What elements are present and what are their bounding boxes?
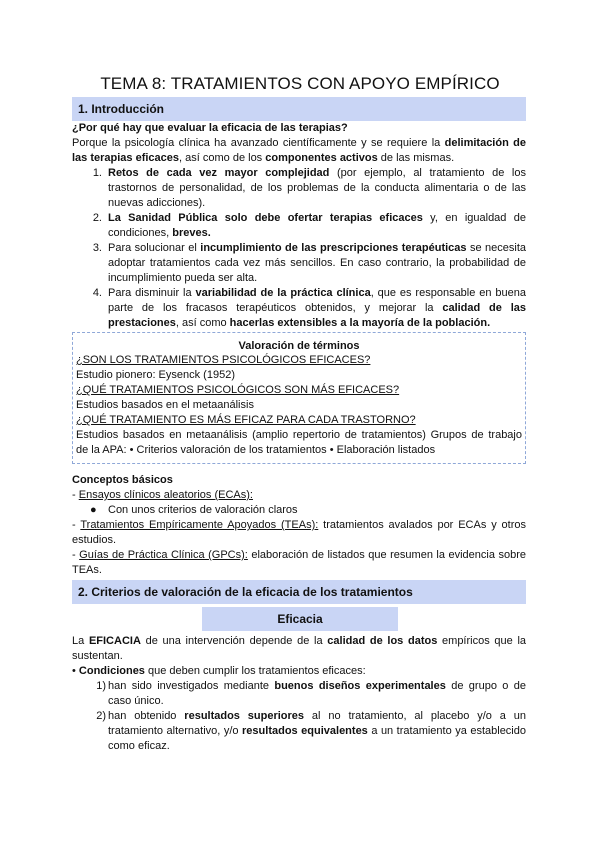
- list-item-3-line-3: incumplimiento pueda ser alta.: [108, 272, 258, 284]
- concepto-text: tratamientos avalados por ECAs y otros: [318, 519, 527, 531]
- list-number: 2.: [92, 212, 102, 224]
- para-bold: resultados equivalentes: [242, 725, 368, 737]
- list-bold: variabilidad de la práctica clínica: [195, 287, 371, 299]
- valoracion-question-1: [76, 353, 370, 368]
- valoracion-heading-text: Valoración de términos: [238, 340, 360, 352]
- list-bold: La Sanidad Pública solo debe ofertar terapias eficaces: [108, 212, 423, 224]
- list-item-4-line-3: [108, 316, 490, 331]
- para-text: de grupo o de: [445, 680, 526, 692]
- question-underlined: ¿SON LOS TRATAMIENTOS PSICOLÓGICOS EFICACES?: [76, 354, 371, 366]
- condition-1-line-1: [108, 679, 526, 694]
- section-heading-criterios: 2. Criterios de valoración de la eficacia de los tratamientos: [72, 580, 526, 604]
- page-title: TEMA 8: TRATAMIENTOS CON APOYO EMPÍRICO: [100, 74, 500, 93]
- list-bold: Retos de cada vez mayor complejidad: [108, 167, 330, 179]
- list-text: se necesita: [466, 242, 527, 254]
- subheading-eficacia: Eficacia: [202, 607, 398, 631]
- concepto-teas-line-2: estudios.: [72, 534, 117, 546]
- list-text: Para solucionar el: [108, 242, 201, 254]
- condition-2-line-3: como eficaz.: [108, 740, 170, 752]
- list-text: condiciones,: [108, 227, 173, 239]
- eficacia-paragraph-line-1: [72, 634, 526, 649]
- conceptos-heading-text: Conceptos básicos: [72, 474, 173, 486]
- list-item-1-line-3: nuevas adicciones).: [108, 197, 206, 209]
- eficacia-paragraph-line-2: sustentan.: [72, 650, 123, 662]
- valoracion-question-3: [76, 413, 416, 428]
- question-underlined: ¿QUÉ TRATAMIENTOS PSICOLÓGICOS SON MÁS EFICACES?: [76, 384, 400, 396]
- condition-number: 1): [96, 680, 106, 692]
- list-item-3-line-2: adoptar tratamientos cada vez más sencillos. En caso contrario, la probabilidad de: [108, 257, 526, 269]
- ecas-bullet-marker: ●: [90, 504, 97, 516]
- concepto-term: Tratamientos Empíricamente Apoyados (TEAs):: [80, 519, 319, 531]
- para-bold: EFICACIA: [88, 635, 141, 647]
- para-text: empíricos que la: [437, 635, 527, 647]
- list-text: y, en igualdad de: [422, 212, 526, 224]
- para-bold: Condiciones: [78, 665, 145, 677]
- intro-text: , así como de los: [179, 152, 266, 164]
- list-item-4-line-1: [108, 286, 526, 301]
- intro-bold: delimitación de: [444, 137, 526, 149]
- condition-number: 2): [96, 710, 106, 722]
- para-text: tratamiento alternativo, y/o: [108, 725, 243, 737]
- para-text: al no tratamiento, al placebo y/o a un: [304, 710, 526, 722]
- condition-2-line-2: [108, 724, 526, 739]
- condiciones-line: [72, 664, 366, 679]
- para-bold: calidad de los datos: [327, 635, 438, 647]
- list-number: 4.: [92, 287, 102, 299]
- condition-2-line-1: [108, 709, 526, 724]
- section-heading-introduccion: 1. Introducción: [72, 97, 526, 121]
- dash: -: [72, 519, 81, 531]
- para-bold: buenos diseños experimentales: [274, 680, 446, 692]
- valoracion-heading: [72, 339, 526, 354]
- valoracion-question-2: [76, 383, 399, 398]
- list-bold: breves.: [172, 227, 211, 239]
- list-bold: calidad de las: [442, 302, 526, 314]
- list-bold: incumplimiento de las prescripciones terapéuticas: [200, 242, 467, 254]
- para-text: de una intervención depende de la: [140, 635, 328, 647]
- question-underlined: ¿QUÉ TRATAMIENTO ES MÁS EFICAZ PARA CADA TRASTORNO?: [76, 414, 416, 426]
- question-text: ¿Por qué hay que evaluar la eficacia de las terapias?: [72, 122, 348, 134]
- list-number: 1.: [92, 167, 102, 179]
- dash: -: [72, 489, 79, 501]
- list-text: Para disminuir la: [108, 287, 196, 299]
- concepto-term: Guías de Práctica Clínica (GPCs):: [79, 549, 248, 561]
- intro-line-1: [72, 136, 526, 151]
- valoracion-answer-1: Estudio pionero: Eysenck (1952): [76, 369, 235, 381]
- list-item-2-line-1: [108, 211, 526, 226]
- dash: -: [72, 549, 80, 561]
- question-heading: [72, 121, 348, 136]
- intro-bold: las terapias eficaces: [72, 152, 180, 164]
- list-text: , que es responsable en buena: [370, 287, 526, 299]
- concepto-text: elaboración de listados que resumen la evidencia sobre: [247, 549, 526, 561]
- para-bold: resultados superiores: [184, 710, 305, 722]
- list-text: parte de los fracasos terapéuticos obtenidos, y mejorar la: [108, 302, 443, 314]
- intro-line-2: [72, 151, 454, 166]
- list-number: 3.: [92, 242, 102, 254]
- list-item-2-line-2: [108, 226, 211, 241]
- concepto-teas: [72, 518, 526, 533]
- para-text: han sido investigados mediante: [108, 680, 275, 692]
- intro-bold: componentes activos: [265, 152, 378, 164]
- intro-text: de las mismas.: [377, 152, 455, 164]
- list-item-1-line-2: trastornos de personalidad, de los problemas de la conducta alimentaria o de las: [108, 182, 526, 194]
- list-text: , así como: [175, 317, 230, 329]
- para-text: que deben cumplir los tratamientos eficaces:: [144, 665, 366, 677]
- list-item-3-line-1: [108, 241, 526, 256]
- list-item-1-line-1: [108, 166, 526, 181]
- list-bold: hacerlas extensibles a la mayoría de la población.: [229, 317, 491, 329]
- concepto-gpcs-line-2: TEAs.: [72, 564, 102, 576]
- intro-text: Porque la psicología clínica ha avanzado científicamente y se requiere la: [72, 137, 445, 149]
- conceptos-heading: [72, 473, 173, 488]
- valoracion-answer-3-line-1: Estudios basados en metaanálisis (amplio repertorio de tratamientos) Grupos de trabajo: [76, 429, 522, 441]
- list-item-4-line-2: [108, 301, 526, 316]
- concepto-ecas: [72, 488, 253, 503]
- valoracion-answer-3-line-2: de la APA: • Criterios valoración de los tratamientos • Elaboración listados: [76, 444, 436, 456]
- bullet: •: [72, 665, 79, 677]
- para-text: a un tratamiento ya establecido: [367, 725, 526, 737]
- condition-1-line-2: caso único.: [108, 695, 164, 707]
- para-text: La: [72, 635, 89, 647]
- ecas-bullet-text: Con unos criterios de valoración claros: [108, 504, 298, 516]
- concepto-term: Ensayos clínicos aleatorios (ECAs):: [78, 489, 253, 501]
- list-text: (por ejemplo, al tratamiento de los: [329, 167, 526, 179]
- valoracion-answer-2: Estudios basados en el metaanálisis: [76, 399, 254, 411]
- list-bold: prestaciones: [108, 317, 176, 329]
- para-text: han obtenido: [108, 710, 185, 722]
- concepto-gpcs: [72, 548, 526, 563]
